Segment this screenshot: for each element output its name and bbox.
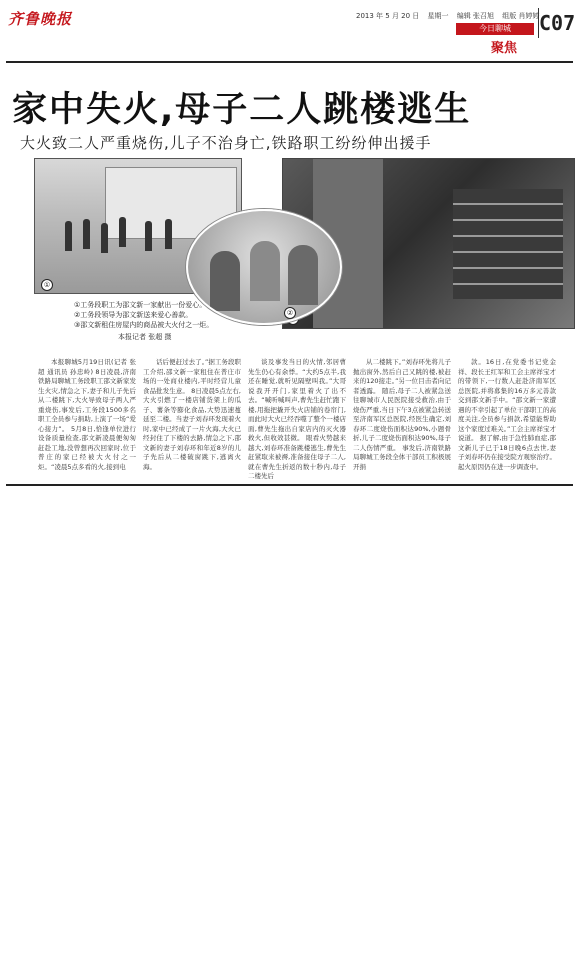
article-column-2: 话后便赶过去了。”据工务段职工介绍,邵文新一家租住在普庄市场的一处商业楼内,平时经营儿童食品批发生意。 8日凌晨5点左右,大火引燃了一楼店铺货架上的瓜子、薯条等膨化食品,大势迅速蔓延至二楼。当妻子刘春环发现着火时,家中已经成了一片火海,大火已经封住了下楼的去路,情急之下,邵文新的妻子刘春环和年近8岁的儿子先后从二楼破窗跳下,逃离火海。 — [143, 358, 241, 471]
photo-credit: 本报记者 张超 摄 — [118, 333, 172, 341]
article-body — [38, 358, 573, 480]
caption-1: ①工务段职工为邵文新一家献出一份爱心。 — [74, 301, 207, 309]
burned-shelf — [453, 189, 563, 299]
newspaper-logo: 齐鲁晚报 — [8, 10, 73, 28]
person-figure — [83, 219, 90, 249]
issue-weekday: 星期一 — [427, 12, 449, 20]
photo-captions — [74, 300, 274, 330]
bottom-rule — [6, 484, 573, 486]
person-figure — [165, 219, 172, 249]
page-number: C07 — [538, 8, 574, 38]
caption-3: ③邵文新租住房屋内的商品被大火付之一炬。 — [74, 321, 214, 329]
section-tag: 今日聊城 — [456, 23, 534, 35]
person-figure — [65, 221, 72, 251]
person-figure — [119, 217, 126, 247]
caption-2: ②工务段领导为邵文新送来爱心善款。 — [74, 311, 193, 319]
subheadline: 大火致二人严重烧伤,儿子不治身亡,铁路职工纷纷伸出援手 — [20, 134, 432, 152]
photo-number-2: ② — [284, 307, 296, 319]
person-figure — [250, 241, 280, 301]
section-name: 聚焦 — [491, 41, 518, 56]
article-column-1: 本报聊城5月19日讯(记者 张超 通讯员 孙忠岭) 8日凌晨,济南铁路局聊城工务段职工邵文新家发生火灾,情急之下,妻子和儿子先后从二楼跳下,大火导致母子两人严重烧伤,事发后,工务段1500多名职工全员参与捐助,上演了一场“爱心接力”。 5月8日,恰逢单位进行设备质量检查,邵文新凌晨便匆匆赶赴工地,没曾想再次回家时,位于普庄的家已经被大火付之一炬。“凌晨5点多看的火,接到电 — [38, 358, 136, 471]
header-rule — [6, 61, 573, 63]
editor-credit: 编辑 张召旭 — [456, 12, 495, 20]
person-figure — [288, 245, 318, 305]
person-figure — [145, 221, 152, 251]
article-column-4: 从二楼跳下。”刘春环先将儿子抛出窗外,然后自己又跳的楼,被赶来的120接走。”另一位目击者向记者透露。 随后,母子二人被紧急送往聊城市人民医院接受救治,由于烧伤严重,当日下午3点被紧急转送至济南军区总医院,经医生确定,刘春环二度烧伤面积达90%,小题骨折,儿子二度烧伤面积达90%,母子二人伤情严重。 事发后,济南铁路局聊城工务段全体干部员工积极展开捐 — [353, 358, 451, 471]
designer-credit: 组版 肖婷婷 — [502, 12, 540, 20]
person-figure — [101, 223, 108, 253]
photo-number-1: ① — [41, 279, 53, 291]
article-column-3: 谈及事发当日的火情,邻居曹先生仍心有余悸。“大约5点半,我还在睡觉,就听见隔壁叫我。”大哥说我开开门,家里着火了出不去。“喊听喊叫声,曹先生赶忙跑下楼,用拖把撬开失火店铺的卷帘门,而此时大火已经吞噬了整个一楼店面,曹先生拖出自家店内的灭火器救火,但收效甚微。 眼看火势越来越大,刘春环准备跳楼逃生,曹先生赶紧取来被褥,准备接住母子二人,就在曹先生折返的数十秒内,母子二楼先后 — [248, 358, 346, 480]
masthead — [6, 6, 576, 62]
issue-date: 2013 年 5 月 20 日 — [356, 12, 420, 20]
issue-meta — [356, 11, 545, 21]
newspaper-page — [6, 6, 576, 482]
headline: 家中失火,母子二人跳楼逃生 — [12, 90, 472, 130]
article-column-5: 款。16日,在党委书记党金祥、段长王红军和工会主席祥宝才的带领下,一行数人赶赴济南军区总医院,并将募集的16万多元善款交到邵文新手中。“邵文新一家遭遇的不幸引起了单位干部职工的高度关注,全员参与捐款,希望能帮助这个家度过难关。”工会主席祥宝才说道。 据了解,由于急性肺血症,邵文新儿子已于18日晚6点去世,妻子刘春环仍在接受院方观察治疗。起火原因仍在进一步调查中。 — [458, 358, 556, 471]
